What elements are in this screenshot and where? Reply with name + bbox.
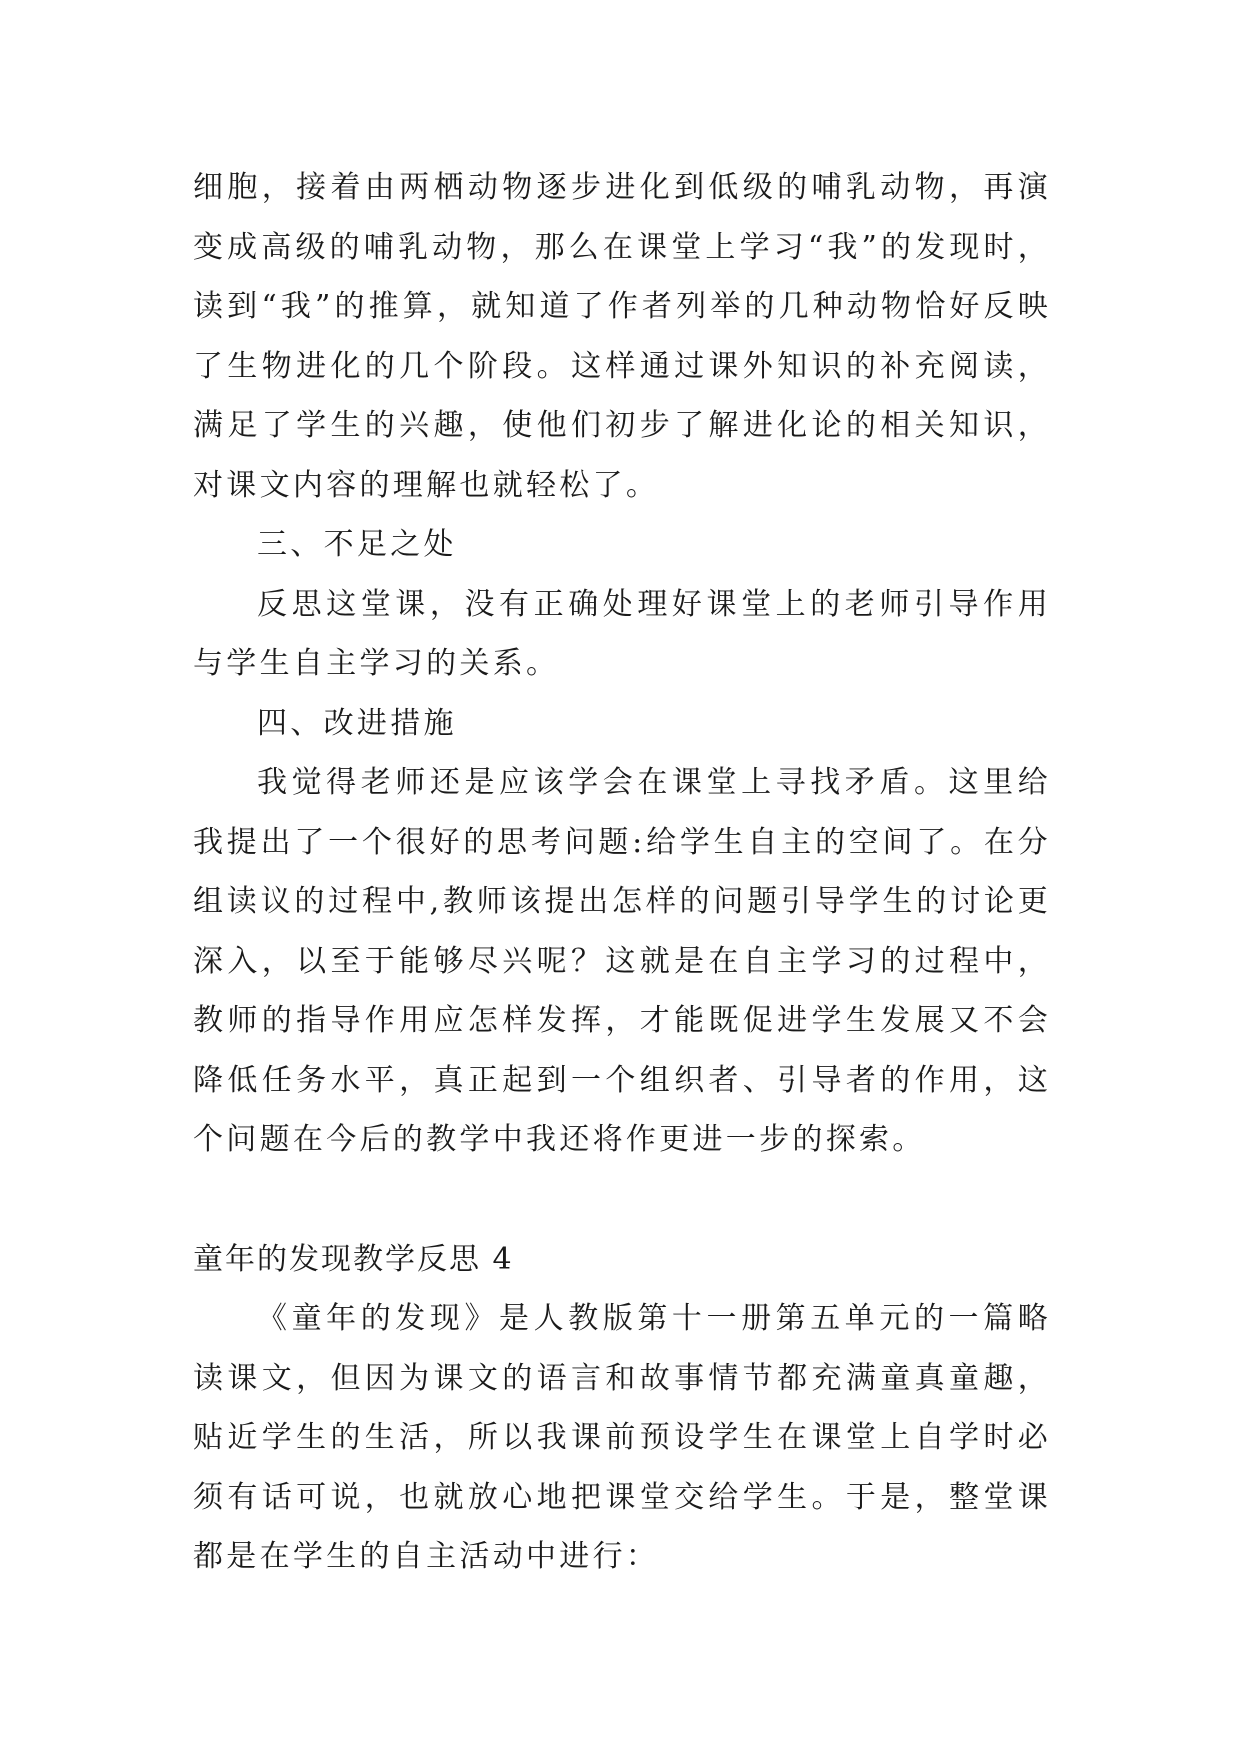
section-title: 童年的发现教学反思 4 [193,1241,514,1277]
section-gap [193,1170,1051,1230]
paragraph-evolution-summary: 细胞，接着由两栖动物逐步进化到低级的哺乳动物，再演变成高级的哺乳动物，那么在课堂上学习“我”的发现时，读到“我”的推算，就知道了作者列举的几种动物恰好反映了生物进化的几个阶段。这样通过课外知识的补充阅读，满足了学生的兴趣，使他们初步了解进化论的相关知识，对课文内容的理解也就轻松了。 [193,170,1051,503]
document-body [193,158,1051,1587]
paragraph-lesson-intro: 《童年的发现》是人教版第十一册第五单元的一篇略读课文，但因为课文的语言和故事情节都充满童真童趣，贴近学生的生活，所以我课前预设学生在课堂上自学时必须有话可说，也就放心地把课堂交给学生。于是，整堂课都是在学生的自主活动中进行： [193,1301,1051,1574]
heading-improvements: 四、改进措施 [257,705,457,741]
paragraph-improvement-measures: 我觉得老师还是应该学会在课堂上寻找矛盾。这里给我提出了一个很好的思考问题:给学生自主的空间了。在分组读议的过程中,教师该提出怎样的问题引导学生的讨论更深入，以至于能够尽兴呢？这就是在自主学习的过程中，教师的指导作用应怎样发挥，才能既促进学生发展又不会降低任务水平，真正起到一个组织者、引导者的作用，这个问题在今后的教学中我还将作更进一步的探索。 [193,765,1051,1157]
paragraph-reflection: 反思这堂课，没有正确处理好课堂上的老师引导作用与学生自主学习的关系。 [193,586,1051,681]
heading-shortcomings: 三、不足之处 [257,527,457,562]
